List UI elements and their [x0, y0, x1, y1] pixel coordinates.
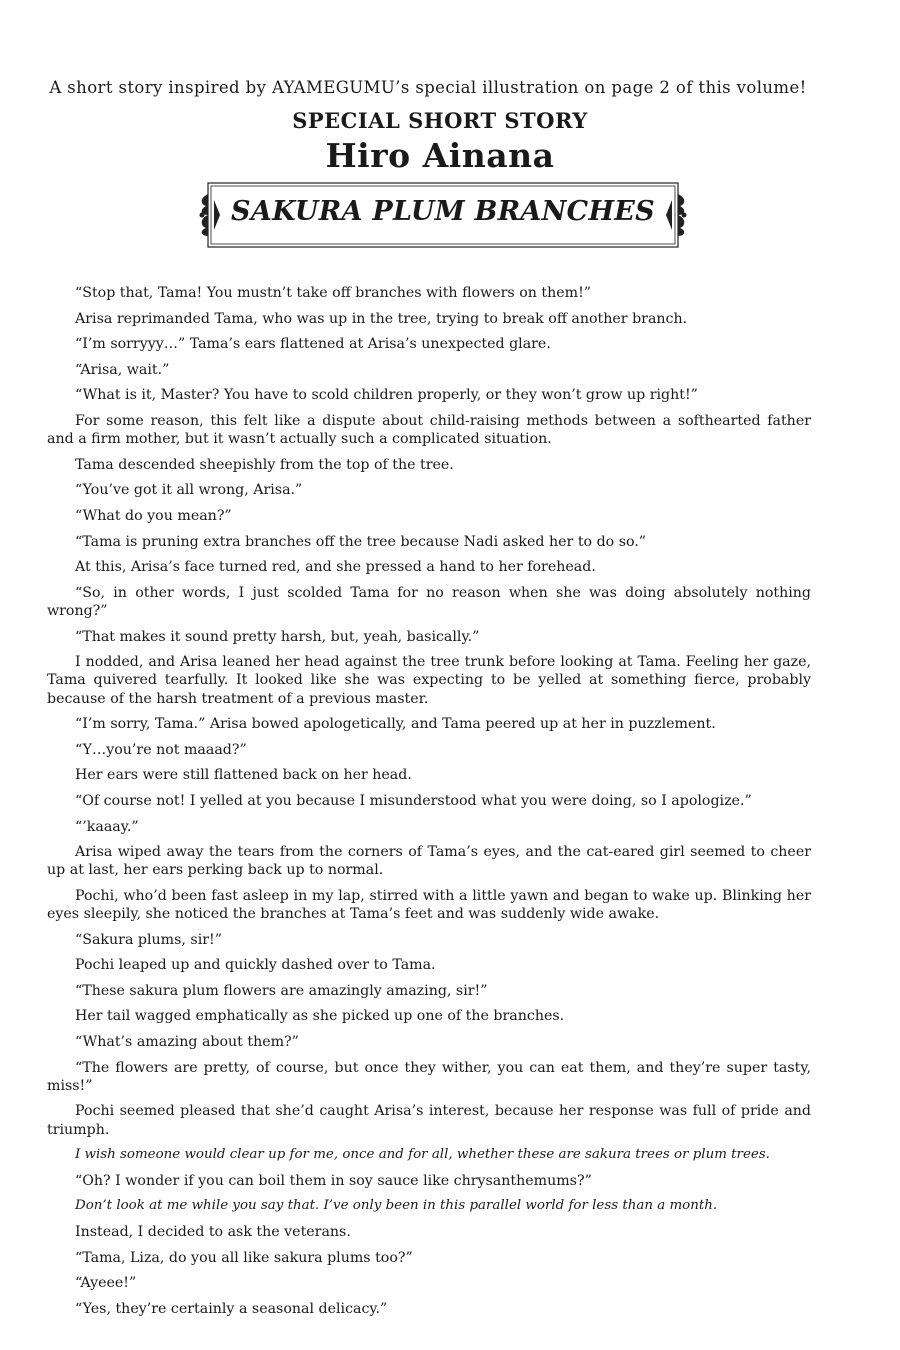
story-paragraph: Don’t look at me while you say that. I’ve only been in this parallel world for less than a month. — [75, 1198, 718, 1214]
story-paragraph: Pochi, who’d been fast asleep in my lap, stirred with a little yawn and began to wake up. Blinking her eyes sleepily, she noticed the branches at Tama’s feet and was suddenly wide awake. — [47, 887, 811, 923]
story-paragraph: “These sakura plum flowers are amazingly amazing, sir!” — [75, 982, 488, 999]
title-frame — [196, 182, 690, 248]
story-paragraph: “Stop that, Tama! You mustn’t take off branches with flowers on them!” — [75, 285, 592, 301]
story-paragraph: “I’m sorryyy…” Tama’s ears flattened at Arisa’s unexpected glare. — [75, 336, 551, 353]
story-paragraph: “I’m sorry, Tama.” Arisa bowed apologetically, and Tama peered up at her in puzzlement. — [75, 716, 716, 733]
story-paragraph: Arisa wiped away the tears from the corners of Tama’s eyes, and the cat-eared girl seemed to cheer up at last, her ears perking back up to normal. — [47, 844, 811, 879]
story-paragraph: Pochi leaped up and quickly dashed over to Tama. — [75, 957, 436, 974]
story-paragraph: Pochi seemed pleased that she’d caught Arisa’s interest, because her response was full of pride and triumph. — [47, 1103, 811, 1138]
special-story-label: SPECIAL SHORT STORY — [292, 108, 588, 133]
story-paragraph: “What’s amazing about them?” — [75, 1034, 299, 1051]
story-paragraph: “What is it, Master? You have to scold children properly, or they won’t grow up right!” — [75, 387, 698, 404]
story-paragraph: “What do you mean?” — [75, 507, 232, 524]
story-paragraph: I nodded, and Arisa leaned her head against the tree trunk before looking at Tama. Feeling her gaze, Tama quivered tearfully. It looked like she was expecting to be yelled at something fierce, probably because of the harsh treatment of a previous master. — [47, 654, 811, 707]
story-paragraph: “Y…you’re not maaad?” — [75, 741, 247, 758]
story-paragraph: “Oh? I wonder if you can boil them in soy sauce like chrysanthemums?” — [75, 1172, 592, 1189]
story-paragraph: For some reason, this felt like a dispute about child-raising methods between a softhearted father and a firm mother, but it wasn’t actually such a complicated situation. — [47, 412, 811, 448]
story-title: SAKURA PLUM BRANCHES — [231, 196, 655, 227]
story-paragraph: “Yes, they’re certainly a seasonal delicacy.” — [75, 1300, 388, 1317]
story-paragraph: “Tama, Liza, do you all like sakura plums too?” — [75, 1249, 413, 1266]
story-paragraph: “Tama is pruning extra branches off the tree because Nadi asked her to do so.” — [75, 533, 647, 550]
story-paragraph: “Ayeee!” — [75, 1275, 137, 1292]
author-name: Hiro Ainana — [325, 136, 555, 175]
story-paragraph: “The flowers are pretty, of course, but once they wither, you can eat them, and they’re super tasty, miss!” — [47, 1059, 811, 1094]
story-paragraph: “Sakura plums, sir!” — [75, 931, 222, 948]
story-paragraph: “You’ve got it all wrong, Arisa.” — [75, 482, 303, 499]
story-paragraph: “So, in other words, I just scolded Tama for no reason when she was doing absolutely nothing wrong?” — [47, 584, 811, 619]
story-paragraph: Her tail wagged emphatically as she picked up one of the branches. — [75, 1008, 565, 1025]
story-paragraph: “’kaaay.” — [75, 818, 139, 835]
story-paragraph: Instead, I decided to ask the veterans. — [75, 1224, 351, 1241]
intro-line: A short story inspired by AYAMEGUMU’s special illustration on page 2 of this volume! — [49, 78, 807, 97]
story-body — [47, 284, 811, 1325]
story-paragraph: “Arisa, wait.” — [75, 361, 170, 378]
story-paragraph: Her ears were still flattened back on her head. — [75, 767, 412, 784]
story-paragraph: “Of course not! I yelled at you because I misunderstood what you were doing, so I apologize.” — [75, 792, 752, 809]
story-paragraph: I wish someone would clear up for me, once and for all, whether these are sakura trees or plum trees. — [75, 1147, 770, 1163]
story-paragraph: At this, Arisa’s face turned red, and she pressed a hand to her forehead. — [75, 559, 596, 576]
story-paragraph: Arisa reprimanded Tama, who was up in the tree, trying to break off another branch. — [75, 310, 688, 327]
story-paragraph: “That makes it sound pretty harsh, but, yeah, basically.” — [75, 628, 480, 645]
story-paragraph: Tama descended sheepishly from the top of the tree. — [75, 456, 454, 473]
